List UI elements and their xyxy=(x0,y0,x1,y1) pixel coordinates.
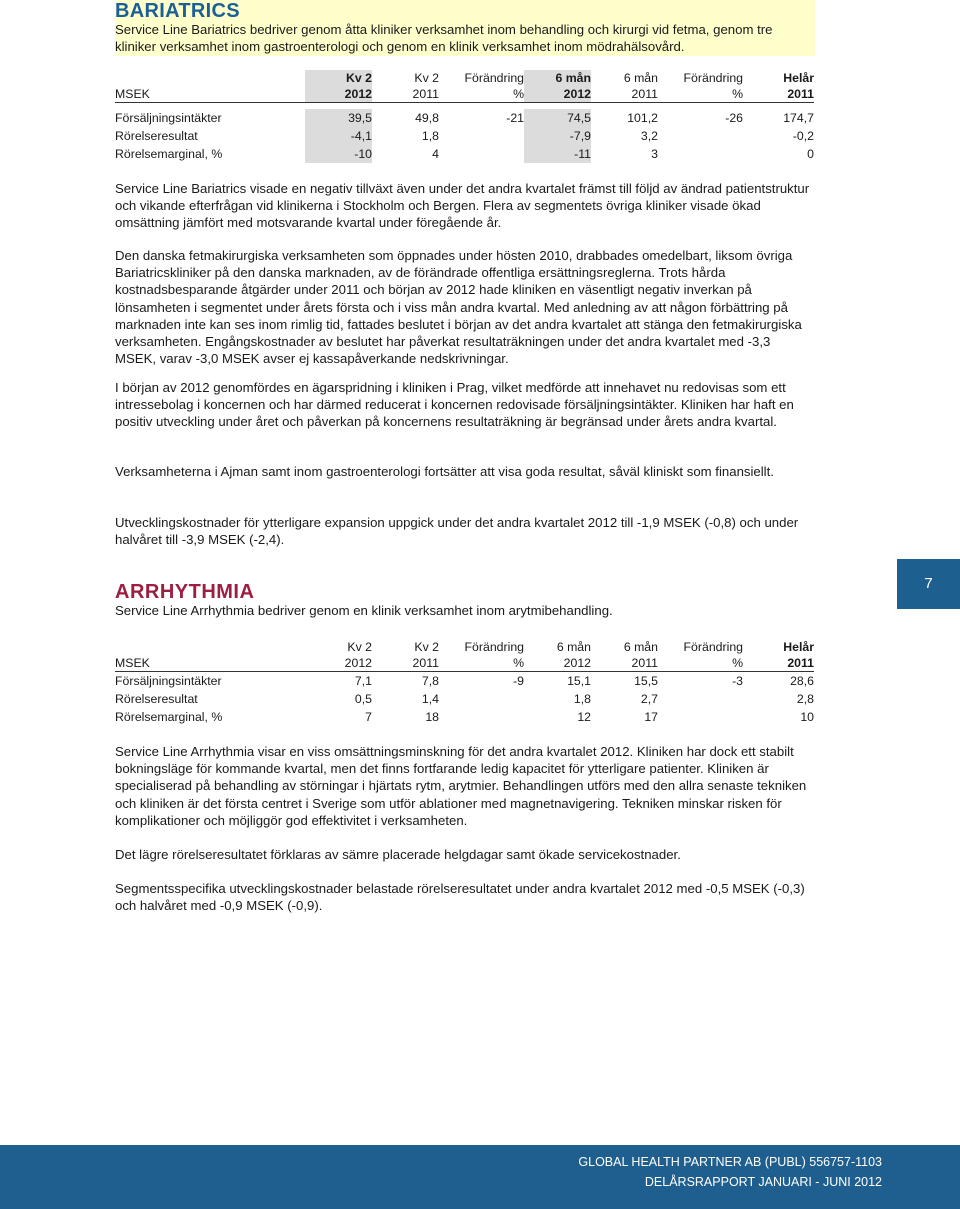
cell: 101,2 xyxy=(627,111,658,125)
table-header-cell: Helår 2011 xyxy=(783,71,814,101)
cell: 39,5 xyxy=(305,109,372,127)
bariatrics-paragraph: Den danska fetmakirurgiska verksamheten som öppnades under hösten 2010, drabbades omedelbart, liksom övriga Bariatricskliniker på den danska marknaden, av de förändrade offentliga ersättningsreglerna. Trots hårda kostnadsbesparande åtgärder under 2011 och början av 2012 hade kliniken en väsentligt negativ inverkan på lönsamheten i segmentet under årets första och i viss mån andra kvartal. Med anledning av att någon förbättring på marknaden inte kan ses inom rimlig tid, fattades beslutet i början av det andra kvartalet att stänga den fetmakirurgiska verksamheten. Engångskostnader av beslutet har påverkat resultaträkningen under det andra kvartalet med -3,3 MSEK, varav -3,0 MSEK avser ej kassapåverkande nedskrivningar. xyxy=(115,248,802,367)
table-row xyxy=(115,109,814,127)
bariatrics-paragraph: I början av 2012 genomfördes en ägarspridning i kliniken i Prag, vilket medförde att innehavet nu redovisas som ett intressebolag i koncernen och har därmed reducerat i koncernen redovisade försäljningsintäkter. Kliniken har haft en positiv utveckling under året och påverkan på koncernens resultaträkning är begränsad under årets andra kvartal. xyxy=(115,380,794,430)
row-label: Rörelseresultat xyxy=(115,129,198,143)
cell: 17 xyxy=(644,710,658,724)
table-header-cell: 6 mån 2012 xyxy=(556,640,591,670)
cell: 2,7 xyxy=(640,692,658,706)
cell xyxy=(658,690,743,708)
bariatrics-table xyxy=(115,70,814,163)
cell xyxy=(439,690,524,708)
table-row xyxy=(115,672,814,691)
cell: 15,5 xyxy=(634,674,658,688)
table-header-cell: Helår 2011 xyxy=(783,640,814,670)
cell: 4 xyxy=(432,147,439,161)
table-header-cell: Kv 2 2011 xyxy=(412,640,439,670)
cell: -3 xyxy=(732,674,743,688)
cell: 28,6 xyxy=(790,674,814,688)
cell: -21 xyxy=(506,111,524,125)
table-header-row xyxy=(115,639,814,672)
table-header-cell: Förändring % xyxy=(683,640,743,670)
cell: 10 xyxy=(800,710,814,724)
arrhythmia-paragraph: Det lägre rörelseresultatet förklaras av sämre placerade helgdagar samt ökade servicekostnader. xyxy=(115,847,681,862)
cell: 18 xyxy=(425,710,439,724)
table-header-cell: Förändring % xyxy=(464,71,524,101)
table-header-cell: Förändring % xyxy=(683,71,743,101)
cell: -9 xyxy=(513,674,524,688)
arrhythmia-table xyxy=(115,639,814,726)
cell: -7,9 xyxy=(524,127,591,145)
arrhythmia-intro: Service Line Arrhythmia bedriver genom en klinik verksamhet inom arytmibehandling. xyxy=(115,603,613,618)
table-header-cell: MSEK xyxy=(115,87,150,101)
table-row xyxy=(115,145,814,163)
page-number: 7 xyxy=(897,559,960,609)
cell: 7,1 xyxy=(354,674,372,688)
table-row xyxy=(115,708,814,726)
cell xyxy=(439,708,524,726)
cell xyxy=(658,127,743,145)
cell xyxy=(658,708,743,726)
table-row xyxy=(115,127,814,145)
cell: 1,8 xyxy=(573,692,591,706)
table-header-cell: Förändring % xyxy=(464,640,524,670)
arrhythmia-paragraph: Service Line Arrhythmia visar en viss omsättningsminskning för det andra kvartalet 2012. Kliniken har dock ett stabilt bokningsläge för kommande kvartal, men det finns fortfarande ledig kapacitet för ytterligare patienter. Kliniken är specialiserad på behandling av störningar i hjärtats rytm, arytmier. Behandlingen utförs med den allra senaste tekniken och kliniken är det första centret i Sverige som utför ablationer med magnetnavigering. Tekniken minskar risken för komplikationer och möjliggör god effektivitet i verksamheten. xyxy=(115,744,807,828)
cell: -0,2 xyxy=(792,129,814,143)
row-label: Rörelseresultat xyxy=(115,692,198,706)
cell: 15,1 xyxy=(567,674,591,688)
table-header-cell: Kv 2 2011 xyxy=(412,71,439,101)
footer xyxy=(0,1145,960,1209)
cell: 1,4 xyxy=(421,692,439,706)
cell: 3,2 xyxy=(640,129,658,143)
table-header-cell: Kv 2 2012 xyxy=(344,640,372,670)
table-header-cell: Kv 2 2012 xyxy=(305,70,372,103)
row-label: Försäljningsintäkter xyxy=(115,674,222,688)
table-header-cell: 6 mån 2011 xyxy=(623,71,658,101)
cell: 3 xyxy=(651,147,658,161)
row-label: Rörelsemarginal, % xyxy=(115,710,223,724)
bariatrics-intro: Service Line Bariatrics bedriver genom åtta kliniker verksamhet inom behandling och kirurgi vid fetma, genom tre kliniker verksamhet inom gastroenterologi och genom en klinik verksamhet inom mödrahälsovård. xyxy=(115,22,773,54)
bariatrics-paragraph: Utvecklingskostnader för ytterligare expansion uppgick under det andra kvartalet 2012 till -1,9 MSEK (-0,8) och under halvåret till -3,9 MSEK (-2,4). xyxy=(115,515,799,548)
table-header-row xyxy=(115,70,814,103)
arrhythmia-title: ARRHYTHMIA xyxy=(115,581,255,603)
cell xyxy=(439,145,524,163)
cell: 0,5 xyxy=(354,692,372,706)
bariatrics-title: BARIATRICS xyxy=(115,0,240,22)
cell xyxy=(658,145,743,163)
bariatrics-paragraph: Verksamheterna i Ajman samt inom gastroenterologi fortsätter att visa goda resultat, såväl kliniskt som finansiellt. xyxy=(115,464,774,479)
cell: 49,8 xyxy=(415,111,439,125)
cell: -11 xyxy=(524,145,591,163)
cell: 12 xyxy=(577,710,591,724)
table-header-cell: 6 mån 2012 xyxy=(524,70,591,103)
row-label: Försäljningsintäkter xyxy=(115,111,222,125)
cell: 0 xyxy=(807,147,814,161)
bariatrics-paragraph: Service Line Bariatrics visade en negativ tillväxt även under det andra kvartalet främst till följd av ändrad patientstruktur och vikande efterfrågan vid klinikerna i Stockholm och Bergen. Flera av segmentets övriga kliniker visade ökad omsättning jämfört med motsvarande kvartal under föregående år. xyxy=(115,181,810,231)
footer-company: GLOBAL HEALTH PARTNER AB (PUBL) 556757-1103 xyxy=(578,1155,882,1169)
cell: 1,8 xyxy=(421,129,439,143)
cell: -10 xyxy=(305,145,372,163)
table-row xyxy=(115,690,814,708)
row-label: Rörelsemarginal, % xyxy=(115,147,223,161)
table-header-cell: 6 mån 2011 xyxy=(623,640,658,670)
cell: 7 xyxy=(365,710,372,724)
cell: -26 xyxy=(725,111,743,125)
cell: 174,7 xyxy=(783,111,814,125)
footer-report-title: DELÅRSRAPPORT JANUARI - JUNI 2012 xyxy=(644,1175,882,1189)
cell xyxy=(439,127,524,145)
cell: -4,1 xyxy=(305,127,372,145)
cell: 2,8 xyxy=(796,692,814,706)
arrhythmia-paragraph: Segmentsspecifika utvecklingskostnader belastade rörelseresultatet under andra kvartalet 2012 med -0,5 MSEK (-0,3) och halvåret med -0,9 MSEK (-0,9). xyxy=(115,881,805,914)
cell: 74,5 xyxy=(524,109,591,127)
cell: 7,8 xyxy=(421,674,439,688)
table-header-cell: MSEK xyxy=(115,656,150,670)
